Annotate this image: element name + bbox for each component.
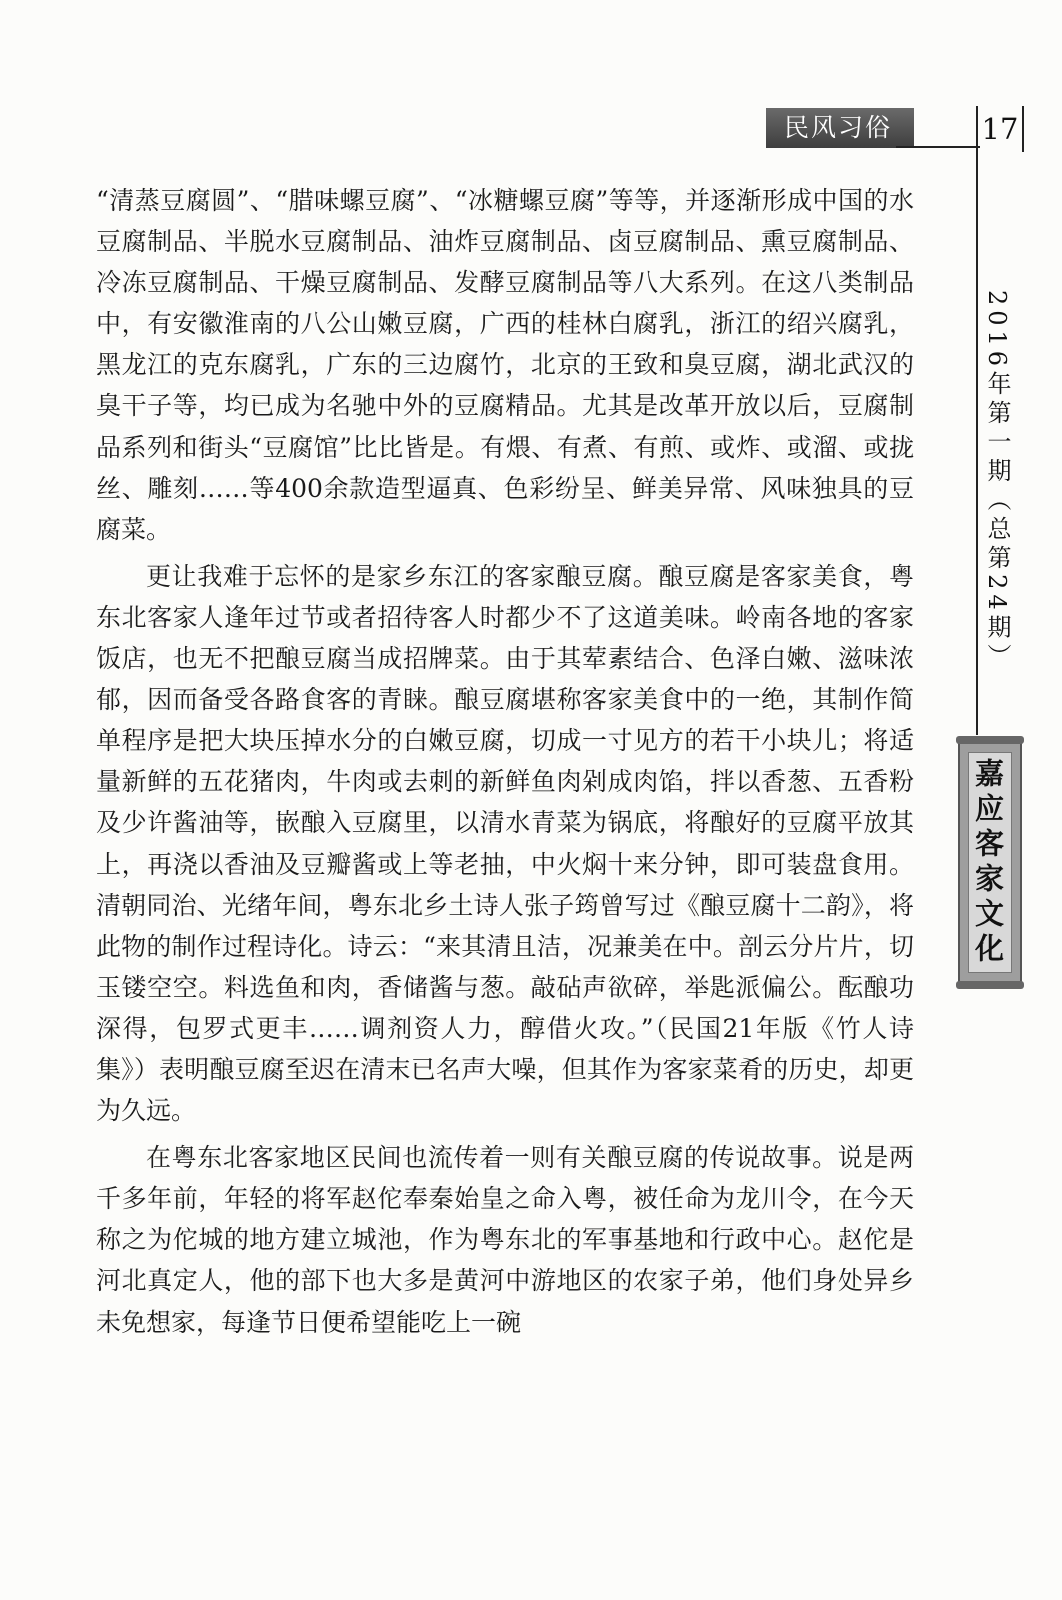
header-rule bbox=[896, 146, 980, 148]
publication-scroll-badge bbox=[958, 740, 1022, 985]
margin-rule bbox=[976, 150, 978, 735]
paragraph: 更让我难于忘怀的是家乡东江的客家酿豆腐。酿豆腐是客家美食，粤东北客家人逢年过节或者招待客人时都少不了这道美味。岭南各地的客家饭店，也无不把酿豆腐当成招牌菜。由于其荤素结合、色泽白嫩、滋味浓郁，因而备受各路食客的青睐。酿豆腐堪称客家美食中的一绝，其制作简单程序是把大块压掉水分的白嫩豆腐，切成一寸见方的若干小块儿；将适量新鲜的五花猪肉，牛肉或去刺的新鲜鱼肉剁成肉馅，拌以香葱、五香粉及少许酱油等，嵌酿入豆腐里，以清水青菜为锅底，将酿好的豆腐平放其上，再浇以香油及豆瓣酱或上等老抽，中火焖十来分钟，即可装盘食用。清朝同治、光绪年间，粤东北乡土诗人张子筠曾写过《酿豆腐十二韵》，将此物的制作过程诗化。诗云：“来其清且洁，况兼美在中。剖云分片片，切玉镂空空。料选鱼和肉，香储酱与葱。敲砧声欲碎，举匙派偏公。酝酿功深得，包罗式更丰……调剂资人力，醇借火攻。”（民国21年版《竹人诗集》）表明酿豆腐至迟在清末已名声大噪，但其作为客家菜肴的历史，却更为久远。 bbox=[96, 561, 914, 1126]
issue-label: 2016年第一期（总第24期） bbox=[983, 290, 1011, 673]
article-body bbox=[96, 180, 914, 1343]
paragraph: “清蒸豆腐圆”、“腊味螺豆腐”、“冰糖螺豆腐”等等，并逐渐形成中国的水豆腐制品、半脱水豆腐制品、油炸豆腐制品、卤豆腐制品、熏豆腐制品、冷冻豆腐制品、干燥豆腐制品、发酵豆腐制品等八大系列。在这八类制品中，有安徽淮南的八公山嫩豆腐，广西的桂林白腐乳，浙江的绍兴腐乳，黑龙江的克东腐乳，广东的三边腐竹，北京的王致和臭豆腐，湖北武汉的臭干子等，均已成为名驰中外的豆腐精品。尤其是改革开放以后，豆腐制品系列和街头“豆腐馆”比比皆是。有煨、有煮、有煎、或炸、或溜、或拢丝、雕刻……等400余款造型逼真、色彩纷呈、鲜美异常、风味独具的豆腐菜。 bbox=[96, 186, 914, 544]
publication-title: 嘉应客家文化 bbox=[968, 752, 1012, 973]
page-number: 17 bbox=[976, 106, 1024, 152]
section-title: 民风习俗 bbox=[766, 108, 914, 148]
paragraph: 在粤东北客家地区民间也流传着一则有关酿豆腐的传说故事。说是两千多年前，年轻的将军赵佗奉秦始皇之命入粤，被任命为龙川令，在今天称之为佗城的地方建立城池，作为粤东北的军事基地和行政中心。赵佗是河北真定人，他的部下也大多是黄河中游地区的农家子弟，他们身处异乡未免想家，每逢节日便希望能吃上一碗 bbox=[96, 1143, 914, 1337]
